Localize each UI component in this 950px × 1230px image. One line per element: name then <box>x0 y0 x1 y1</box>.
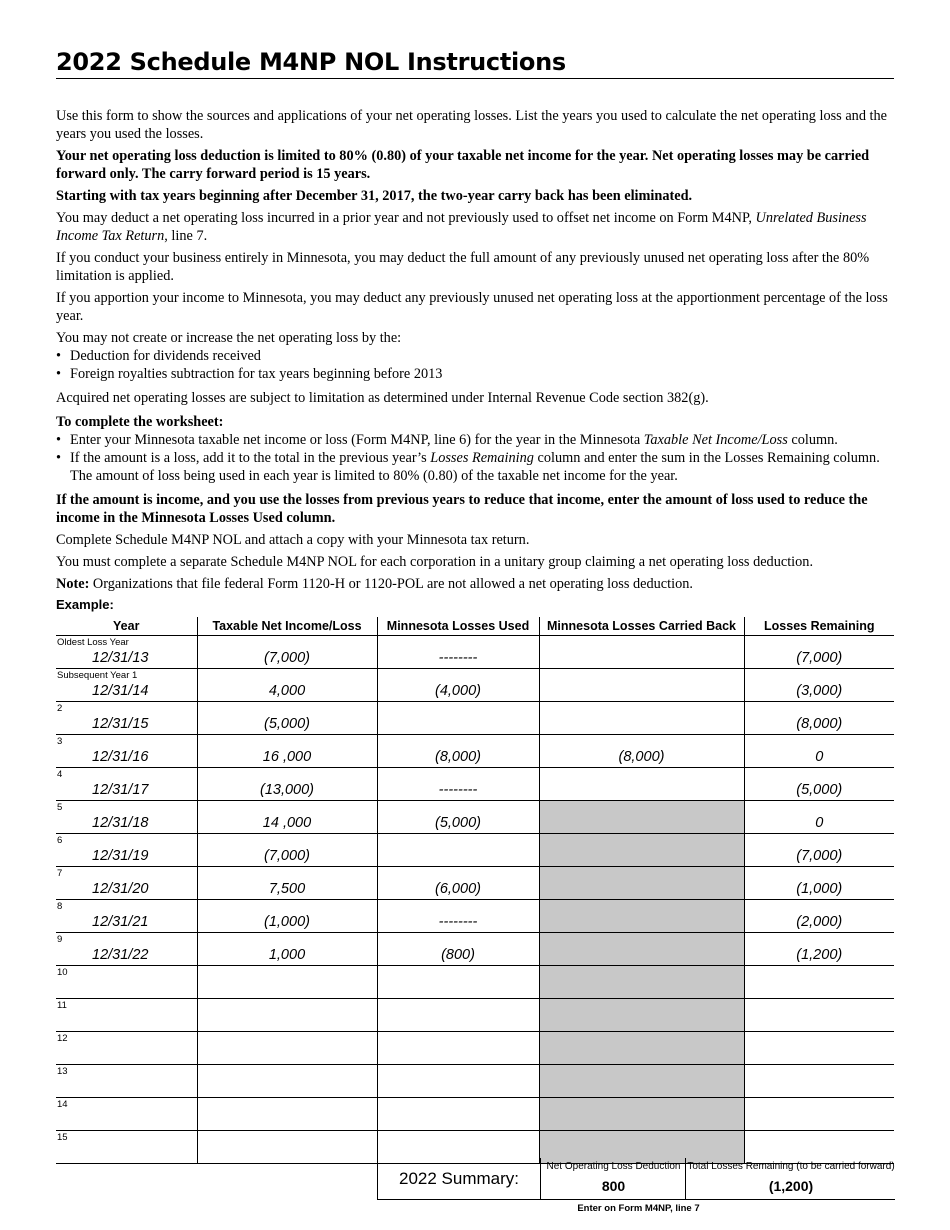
table-row <box>56 999 894 1032</box>
table-row <box>56 669 894 702</box>
losses-used-value: (5,000) <box>435 815 481 831</box>
table-header-row <box>56 617 894 636</box>
income-value: 1,000 <box>268 947 306 963</box>
carried-back-cell <box>539 999 744 1032</box>
year-value: 12/31/13 <box>92 650 149 666</box>
losses-remaining-value: (2,000) <box>796 914 843 930</box>
enter-on-form-note: Enter on Form M4NP, line 7 <box>577 1203 700 1214</box>
income-cell <box>197 999 377 1032</box>
losses-remaining-cell <box>744 735 894 768</box>
ws-text-end: column and enter the sum in the Losses Remaining column. The amount of loss being used in each year is limited to 80% (0.80) of the taxable net income for the year. <box>70 450 880 484</box>
summary-box <box>377 1158 895 1200</box>
worksheet-heading: To complete the worksheet: <box>56 414 224 430</box>
losses-remaining-cell <box>744 900 894 933</box>
year-value: 12/31/14 <box>92 683 149 699</box>
carried-back-cell <box>539 801 744 834</box>
losses-remaining-cell <box>744 933 894 966</box>
row-label: 8 <box>57 901 63 912</box>
losses-remaining-cell <box>744 1098 894 1131</box>
carried-back-cell <box>539 867 744 900</box>
carried-back-value: (8,000) <box>618 749 665 765</box>
table-row <box>56 933 894 966</box>
year-value <box>56 1161 197 1163</box>
col-header-carried-back: Minnesota Losses Carried Back <box>539 617 744 636</box>
year-cell <box>56 735 197 768</box>
losses-used-cell <box>377 636 539 669</box>
losses-remaining-value: (1,200) <box>796 947 843 963</box>
deduct-paragraph <box>56 209 894 245</box>
nol-worksheet-table <box>56 617 894 1164</box>
income-cell <box>197 966 377 999</box>
losses-remaining-cell <box>744 1065 894 1098</box>
income-cell <box>197 768 377 801</box>
col-header-used: Minnesota Losses Used <box>377 617 539 636</box>
instructions <box>56 107 894 597</box>
losses-remaining-cell <box>744 834 894 867</box>
losses-used-value: (800) <box>441 947 475 963</box>
income-cell <box>197 834 377 867</box>
table-row <box>56 636 894 669</box>
row-label: Subsequent Year 1 <box>57 670 138 681</box>
table-row <box>56 834 894 867</box>
income-cell <box>197 1098 377 1131</box>
year-cell <box>56 900 197 933</box>
losses-remaining-cell <box>744 1032 894 1065</box>
income-cell <box>197 636 377 669</box>
ws-text-end: column. <box>787 432 838 448</box>
losses-used-cell <box>377 768 539 801</box>
income-paragraph: If the amount is income, and you use the losses from previous years to reduce that income, enter the amount of loss used to reduce the income in the Minnesota Losses Used column. <box>56 492 868 526</box>
losses-remaining-value: 0 <box>815 815 824 831</box>
ws-text: If the amount is a loss, add it to the total in the previous year’s <box>70 450 431 466</box>
nol-deduction-cell <box>540 1158 686 1199</box>
carried-back-cell <box>539 834 744 867</box>
losses-remaining-cell <box>744 801 894 834</box>
list-item: • Foreign royalties subtraction for tax years beginning before 2013 <box>56 365 894 383</box>
income-value: (13,000) <box>259 782 314 798</box>
year-cell <box>56 933 197 966</box>
carried-back-cell <box>539 900 744 933</box>
ws-text: Enter your Minnesota taxable net income or loss (Form M4NP, line 6) for the year in the Minnesota <box>70 432 644 448</box>
income-value: 14 ,000 <box>262 815 312 831</box>
income-value: 7,500 <box>268 881 306 897</box>
year-value: 12/31/16 <box>92 749 149 765</box>
row-label: 7 <box>57 868 63 879</box>
col-header-income: Taxable Net Income/Loss <box>197 617 377 636</box>
carried-back-cell <box>539 966 744 999</box>
table-row <box>56 735 894 768</box>
year-value: 12/31/22 <box>92 947 149 963</box>
ws-italic: Taxable Net Income/Loss <box>643 432 788 448</box>
row-label: 5 <box>57 802 63 813</box>
row-label: 3 <box>57 736 63 747</box>
note-label: Note: <box>56 576 90 592</box>
losses-remaining-value: 0 <box>815 749 824 765</box>
note-paragraph <box>56 575 894 593</box>
nol-deduction-caption: Net Operating Loss Deduction <box>546 1161 681 1172</box>
losses-remaining-cell <box>744 966 894 999</box>
income-cell <box>197 933 377 966</box>
deduct-text: You may deduct a net operating loss incurred in a prior year and not previously used to offset net income on Form M4NP, <box>56 210 756 226</box>
losses-remaining-cell <box>744 768 894 801</box>
losses-remaining-value: (8,000) <box>796 716 843 732</box>
carried-back-cell <box>539 933 744 966</box>
carried-back-cell <box>539 1098 744 1131</box>
carried-back-cell <box>539 768 744 801</box>
may-not-paragraph: You may not create or increase the net operating loss by the: <box>56 330 402 346</box>
losses-used-value: -------- <box>438 782 478 798</box>
year-cell <box>56 999 197 1032</box>
year-value: 12/31/15 <box>92 716 149 732</box>
year-cell <box>56 1032 197 1065</box>
losses-used-value: (8,000) <box>435 749 481 765</box>
limit-paragraph: Your net operating loss deduction is limited to 80% (0.80) of your taxable net income for the year. Net operating losses may be carried forward only. The carry forward period is 15 years. <box>56 148 870 182</box>
row-label: 11 <box>57 1000 67 1011</box>
losses-remaining-cell <box>744 999 894 1032</box>
row-label: 12 <box>57 1033 68 1044</box>
example-label: Example: <box>56 597 114 612</box>
year-cell <box>56 1065 197 1098</box>
year-cell <box>56 1131 197 1164</box>
losses-remaining-value: (7,000) <box>796 848 843 864</box>
attach-paragraph: Complete Schedule M4NP NOL and attach a copy with your Minnesota tax return. <box>56 532 530 548</box>
income-cell <box>197 669 377 702</box>
year-cell <box>56 966 197 999</box>
losses-used-value: (4,000) <box>435 683 481 699</box>
year-cell <box>56 768 197 801</box>
income-value: 16 ,000 <box>262 749 312 765</box>
table-body <box>56 636 894 1164</box>
losses-used-cell <box>377 1065 539 1098</box>
income-cell <box>197 735 377 768</box>
col-header-remaining: Losses Remaining <box>744 617 894 636</box>
income-cell <box>197 801 377 834</box>
losses-used-cell <box>377 867 539 900</box>
losses-remaining-value: (3,000) <box>796 683 843 699</box>
losses-remaining-value: (1,000) <box>796 881 843 897</box>
apportion-paragraph: If you apportion your income to Minnesota, you may deduct any previously unused net operating loss at the apportionment percentage of the loss year. <box>56 290 888 324</box>
year-cell <box>56 1098 197 1131</box>
worksheet-list <box>56 431 894 485</box>
year-value: 12/31/18 <box>92 815 149 831</box>
income-cell <box>197 900 377 933</box>
losses-used-cell <box>377 702 539 735</box>
table-row <box>56 900 894 933</box>
row-label: 14 <box>57 1099 68 1110</box>
list-item <box>56 449 894 485</box>
may-not-list <box>56 347 894 383</box>
losses-remaining-value: (7,000) <box>796 650 843 666</box>
carryback-paragraph: Starting with tax years beginning after December 31, 2017, the two-year carry back has been eliminated. <box>56 188 693 204</box>
income-cell <box>197 1065 377 1098</box>
losses-used-value: -------- <box>438 650 478 666</box>
row-label: 9 <box>57 934 63 945</box>
losses-used-cell <box>377 801 539 834</box>
year-cell <box>56 867 197 900</box>
row-label: 10 <box>57 967 68 978</box>
col-header-year: Year <box>56 617 197 636</box>
deduct-text-end: , line 7. <box>164 228 208 244</box>
income-value: 4,000 <box>268 683 306 699</box>
losses-used-cell <box>377 834 539 867</box>
page-title: 2022 Schedule M4NP NOL Instructions <box>56 48 894 79</box>
row-label: 6 <box>57 835 63 846</box>
income-cell <box>197 1131 377 1164</box>
total-remaining-value: (1,200) <box>768 1178 814 1194</box>
row-label: 2 <box>57 703 63 714</box>
table-row <box>56 801 894 834</box>
list-item: • Deduction for dividends received <box>56 347 894 365</box>
entirely-mn-paragraph: If you conduct your business entirely in Minnesota, you may deduct the full amount of any previously unused net operating loss after the 80% limitation is applied. <box>56 250 870 284</box>
carried-back-cell <box>539 636 744 669</box>
intro-paragraph: Use this form to show the sources and applications of your net operating losses. List the years you used to calculate the net operating loss and the years you used the losses. <box>56 108 888 142</box>
table-row <box>56 702 894 735</box>
losses-used-cell <box>377 735 539 768</box>
losses-remaining-cell <box>744 669 894 702</box>
losses-used-cell <box>377 1098 539 1131</box>
losses-remaining-cell <box>744 636 894 669</box>
losses-used-cell <box>377 933 539 966</box>
carried-back-cell <box>539 669 744 702</box>
total-remaining-cell <box>685 1158 896 1199</box>
carried-back-cell <box>539 1065 744 1098</box>
losses-remaining-cell <box>744 867 894 900</box>
list-item <box>56 431 894 449</box>
row-label: 13 <box>57 1066 68 1077</box>
year-cell <box>56 702 197 735</box>
losses-used-cell <box>377 966 539 999</box>
year-value: 12/31/19 <box>92 848 149 864</box>
summary-label: 2022 Summary: <box>399 1169 519 1188</box>
year-value: 12/31/20 <box>92 881 149 897</box>
losses-used-cell <box>377 1032 539 1065</box>
table-row <box>56 768 894 801</box>
row-label: 4 <box>57 769 63 780</box>
table-row <box>56 1098 894 1131</box>
year-value: 12/31/21 <box>92 914 149 930</box>
year-cell <box>56 801 197 834</box>
income-value: (7,000) <box>264 650 310 666</box>
unitary-paragraph: You must complete a separate Schedule M4NP NOL for each corporation in a unitary group claiming a net operating loss deduction. <box>56 554 814 570</box>
income-value: (7,000) <box>264 848 310 864</box>
nol-deduction-value: 800 <box>601 1178 626 1194</box>
losses-used-value: -------- <box>438 914 478 930</box>
table-row <box>56 1065 894 1098</box>
total-remaining-caption: Total Losses Remaining (to be carried forward) <box>687 1161 895 1172</box>
row-label: Oldest Loss Year <box>57 637 129 648</box>
losses-used-cell <box>377 900 539 933</box>
losses-remaining-value: (5,000) <box>796 782 843 798</box>
year-cell <box>56 834 197 867</box>
table-row <box>56 966 894 999</box>
note-text: Organizations that file federal Form 1120-H or 1120-POL are not allowed a net operating loss deduction. <box>89 576 693 592</box>
income-cell <box>197 867 377 900</box>
carried-back-cell <box>539 702 744 735</box>
income-value: (5,000) <box>264 716 310 732</box>
year-cell <box>56 669 197 702</box>
acquired-paragraph: Acquired net operating losses are subject to limitation as determined under Internal Revenue Code section 382(g). <box>56 390 709 406</box>
losses-used-cell <box>377 999 539 1032</box>
carried-back-cell <box>539 1032 744 1065</box>
losses-remaining-cell <box>744 702 894 735</box>
form-title-italic: Unrelated Business Income Tax Return <box>56 210 867 244</box>
income-value: (1,000) <box>264 914 310 930</box>
losses-used-value: (6,000) <box>435 881 481 897</box>
income-value <box>198 1161 377 1163</box>
table-row <box>56 1032 894 1065</box>
losses-used-cell <box>377 669 539 702</box>
year-value: 12/31/17 <box>92 782 149 798</box>
income-cell <box>197 1032 377 1065</box>
ws-italic: Losses Remaining <box>430 450 534 466</box>
income-cell <box>197 702 377 735</box>
year-cell <box>56 636 197 669</box>
row-label: 15 <box>57 1132 68 1143</box>
carried-back-cell <box>539 735 744 768</box>
table-row <box>56 867 894 900</box>
